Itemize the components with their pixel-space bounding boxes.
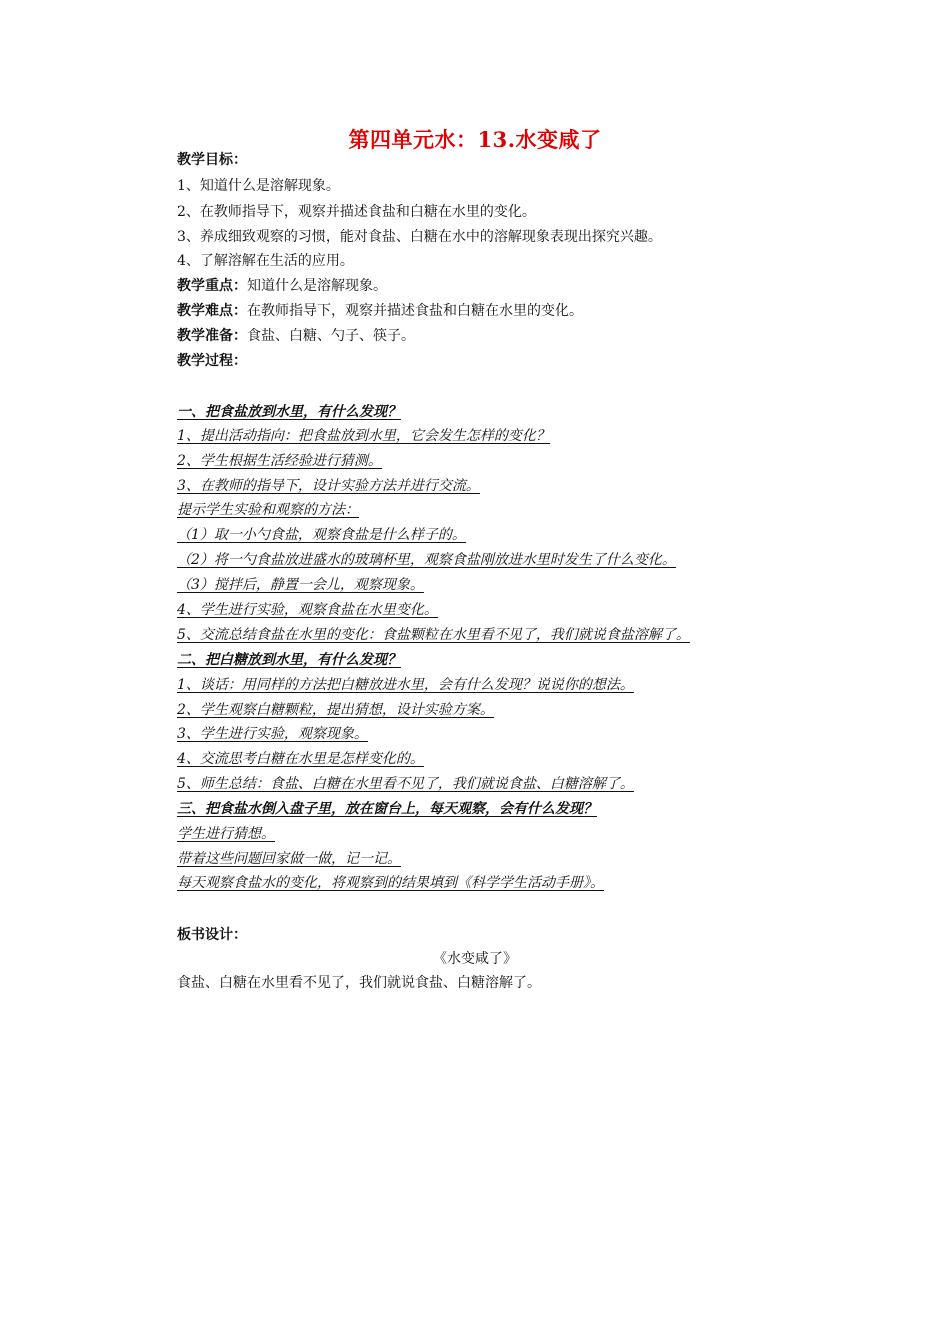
section3-item: 每天观察食盐水的变化，将观察到的结果填到《科学学生活动手册》。	[177, 875, 604, 891]
section1-item: 2、学生根据生活经验进行猜测。	[177, 453, 382, 469]
board-heading: 板书设计：	[177, 927, 247, 943]
document-title: 第四单元水：13.水变咸了	[348, 127, 602, 152]
section1-item: （1）取一小勺食盐，观察食盐是什么样子的。	[177, 527, 466, 543]
objective-item-3: 3、养成细致观察的习惯，能对食盐、白糖在水中的溶解现象表现出探究兴趣。	[177, 229, 662, 245]
section3-item: 学生进行猜想。	[177, 826, 275, 842]
objective-item-1: 1、知道什么是溶解现象。	[177, 178, 340, 194]
section2-item: 2、学生观察白糖颗粒，提出猜想，设计实验方案。	[177, 702, 494, 718]
section2-item: 4、交流思考白糖在水里是怎样变化的。	[177, 751, 424, 767]
section1-item: 1、提出活动指向：把食盐放到水里，它会发生怎样的变化？	[177, 428, 550, 444]
key-point	[177, 276, 387, 296]
section2-item: 1、谈话：用同样的方法把白糖放进水里，会有什么发现？说说你的想法。	[177, 677, 634, 693]
key-point-text: 知道什么是溶解现象。	[247, 278, 387, 294]
board-text: 食盐、白糖在水里看不见了，我们就说食盐、白糖溶解了。	[177, 975, 541, 991]
section1-item: 4、学生进行实验，观察食盐在水里变化。	[177, 602, 438, 618]
difficulty-text: 在教师指导下，观察并描述食盐和白糖在水里的变化。	[247, 303, 583, 319]
section1-item: （2）将一勺食盐放进盛水的玻璃杯里，观察食盐刚放进水里时发生了什么变化。	[177, 552, 676, 568]
preparation-text: 食盐、白糖、勺子、筷子。	[247, 328, 415, 344]
section1-item: 3、在教师的指导下，设计实验方法并进行交流。	[177, 478, 480, 494]
difficulty-label: 教学难点：	[177, 303, 247, 319]
section2-heading: 二、把白糖放到水里，有什么发现？	[177, 652, 401, 668]
process-heading: 教学过程：	[177, 353, 247, 369]
section2-item: 3、学生进行实验，观察现象。	[177, 726, 368, 742]
section1-heading: 一、把食盐放到水里，有什么发现？	[177, 404, 401, 420]
objective-item-2: 2、在教师指导下，观察并描述食盐和白糖在水里的变化。	[177, 204, 536, 220]
section2-item: 5、师生总结：食盐、白糖在水里看不见了，我们就说食盐、白糖溶解了。	[177, 776, 634, 792]
board-center-title: 《水变咸了》	[433, 951, 517, 967]
preparation-label: 教学准备：	[177, 328, 247, 344]
key-point-label: 教学重点：	[177, 278, 247, 294]
preparation	[177, 326, 415, 346]
objectives-heading: 教学目标：	[177, 152, 247, 168]
difficulty	[177, 301, 583, 321]
section1-item: 提示学生实验和观察的方法：	[177, 502, 359, 518]
section3-item: 带着这些问题回家做一做，记一记。	[177, 851, 401, 867]
section1-item: 5、交流总结食盐在水里的变化：食盐颗粒在水里看不见了，我们就说食盐溶解了。	[177, 627, 690, 643]
section3-heading: 三、把食盐水倒入盘子里，放在窗台上，每天观察，会有什么发现？	[177, 801, 597, 817]
section1-item: （3）搅拌后，静置一会儿，观察现象。	[177, 577, 424, 593]
objective-item-4: 4、了解溶解在生活的应用。	[177, 253, 354, 269]
